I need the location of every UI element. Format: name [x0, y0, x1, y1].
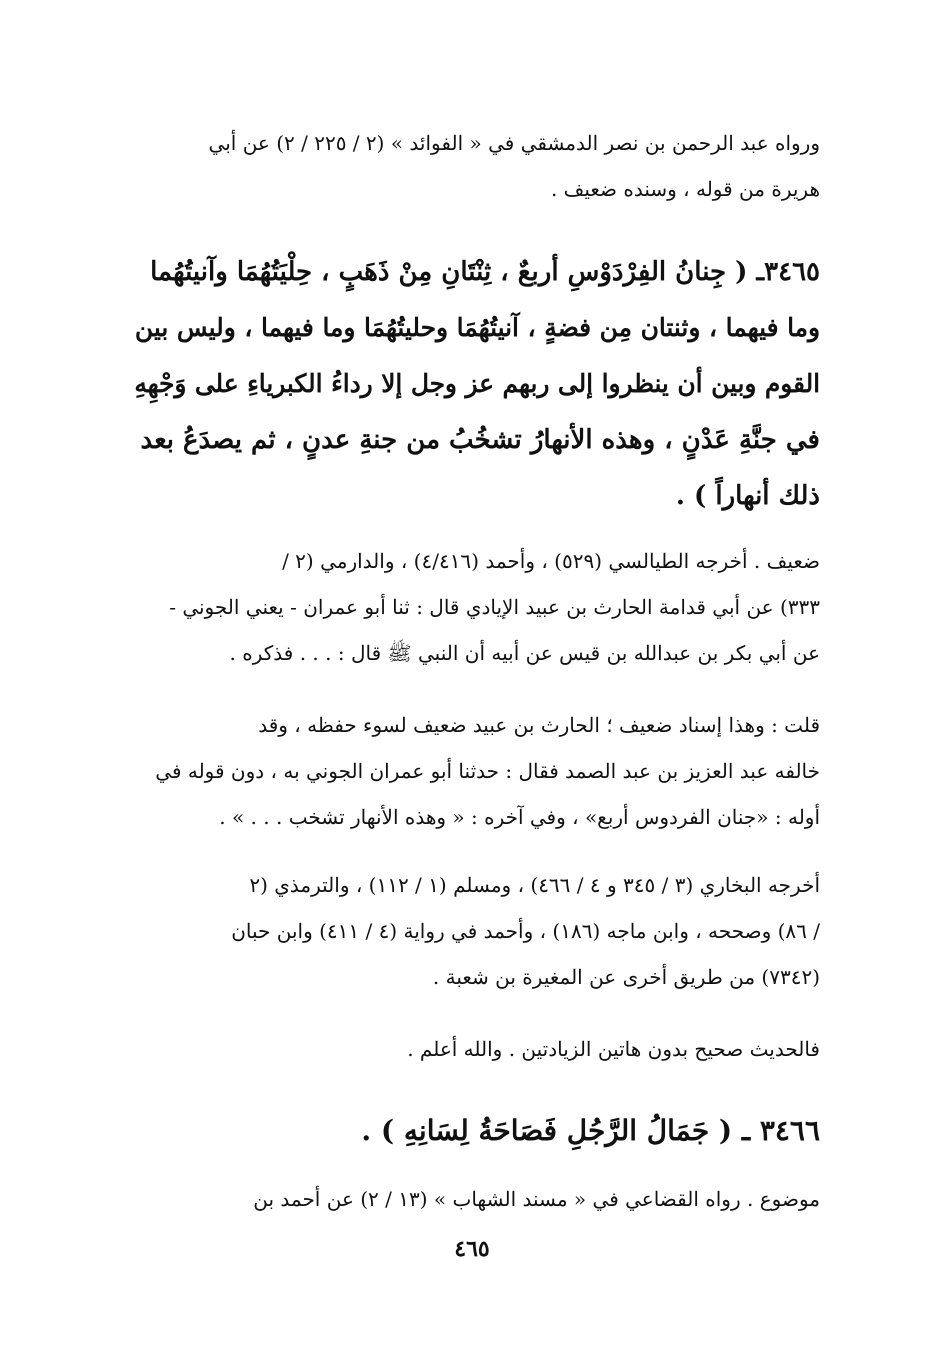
- text-line: ورواه عبد الرحمن بن نصر الدمشقي في « الفوائد » (٢ / ٢٢٥ / ٢) عن أبي: [208, 131, 820, 155]
- text-line: في جنَّةِ عَدْنٍ ، وهذه الأنهارُ تشخُبُ من جنةِ عدنٍ ، ثم يصدَعُ بعد: [140, 425, 820, 455]
- text-line: ضعيف . أخرجه الطيالسي (٥٢٩) ، وأحمد (٤/٤١٦) ، والدارمي (٢ /: [282, 549, 820, 573]
- text-line: وما فيهما ، وثنتان مِن فضةٍ ، آنيتُهُمَا وحليتُهُمَا وما فيهما ، وليس بين: [134, 313, 820, 342]
- text-line: قلت : وهذا إسناد ضعيف ؛ الحارث بن عبيد ضعيف لسوء حفظه ، وقد: [258, 713, 820, 737]
- hadith-3465-text: [120, 244, 820, 524]
- text-line: القوم وبين أن ينظروا إلى ربهم عز وجل إلا رداءُ الكبرياءِ على وَجْهِهِ: [134, 369, 820, 398]
- text-line: أوله : «جنان الفردوس أربع» ، وفي آخره : « وهذه الأنهار تشخب . . . » .: [219, 805, 820, 829]
- grading-3466-paragraph: [120, 1176, 820, 1222]
- text-line: خالفه عبد العزيز بن عبد الصمد فقال : حدثنا أبو عمران الجوني به ، دون قوله في: [155, 759, 820, 783]
- text-line: أخرجه البخاري (٣ / ٣٤٥ و ٤ / ٤٦٦) ، ومسلم (١ / ١١٢) ، والترمذي (٢: [249, 873, 820, 897]
- comment-paragraph: [120, 702, 820, 840]
- takhrij-paragraph-2: [120, 862, 820, 1000]
- text-line: ٣٤٦٦ ـ ( جَمَالُ الرَّجُلِ فَصَاحَةُ لِسَانِهِ ) .: [361, 1114, 820, 1147]
- text-line: / ٨٦) وصححه ، وابن ماجه (١٨٦) ، وأحمد في رواية (٤ / ٤١١) وابن حبان: [231, 919, 820, 943]
- text-line: هريرة من قوله ، وسنده ضعيف .: [550, 177, 820, 201]
- hadith-3466-text: [120, 1106, 820, 1156]
- text-line: عن أبي بكر بن عبدالله بن قيس عن أبيه أن النبي ﷺ قال : . . . فذكره .: [229, 641, 820, 665]
- text-line: ٣٤٦٥ـ ( جِنانُ الفِرْدَوْسِ أربعٌ ، ثِنْتَانِ مِنْ ذَهَبٍ ، حِلْيَتُهُمَا وآنيتُهُما: [150, 257, 820, 287]
- text-line: فالحديث صحيح بدون هاتين الزيادتين . والله أعلم .: [407, 1037, 820, 1061]
- text-line: ذلك أنهاراً ) .: [675, 481, 820, 511]
- page-number: ٤٦٥: [454, 1236, 490, 1262]
- text-line: (٧٣٤٢) من طريق أخرى عن المغيرة بن شعبة .: [432, 965, 820, 989]
- text-line: ٣٣٣) عن أبي قدامة الحارث بن عبيد الإيادي قال : ثنا أبو عمران - يعني الجوني -: [169, 595, 820, 619]
- conclusion-paragraph: [120, 1026, 820, 1072]
- takhrij-paragraph-1: [120, 538, 820, 676]
- intro-paragraph: [120, 120, 820, 212]
- text-line: موضوع . رواه القضاعي في « مسند الشهاب » (١٣ / ٢) عن أحمد بن: [253, 1187, 820, 1211]
